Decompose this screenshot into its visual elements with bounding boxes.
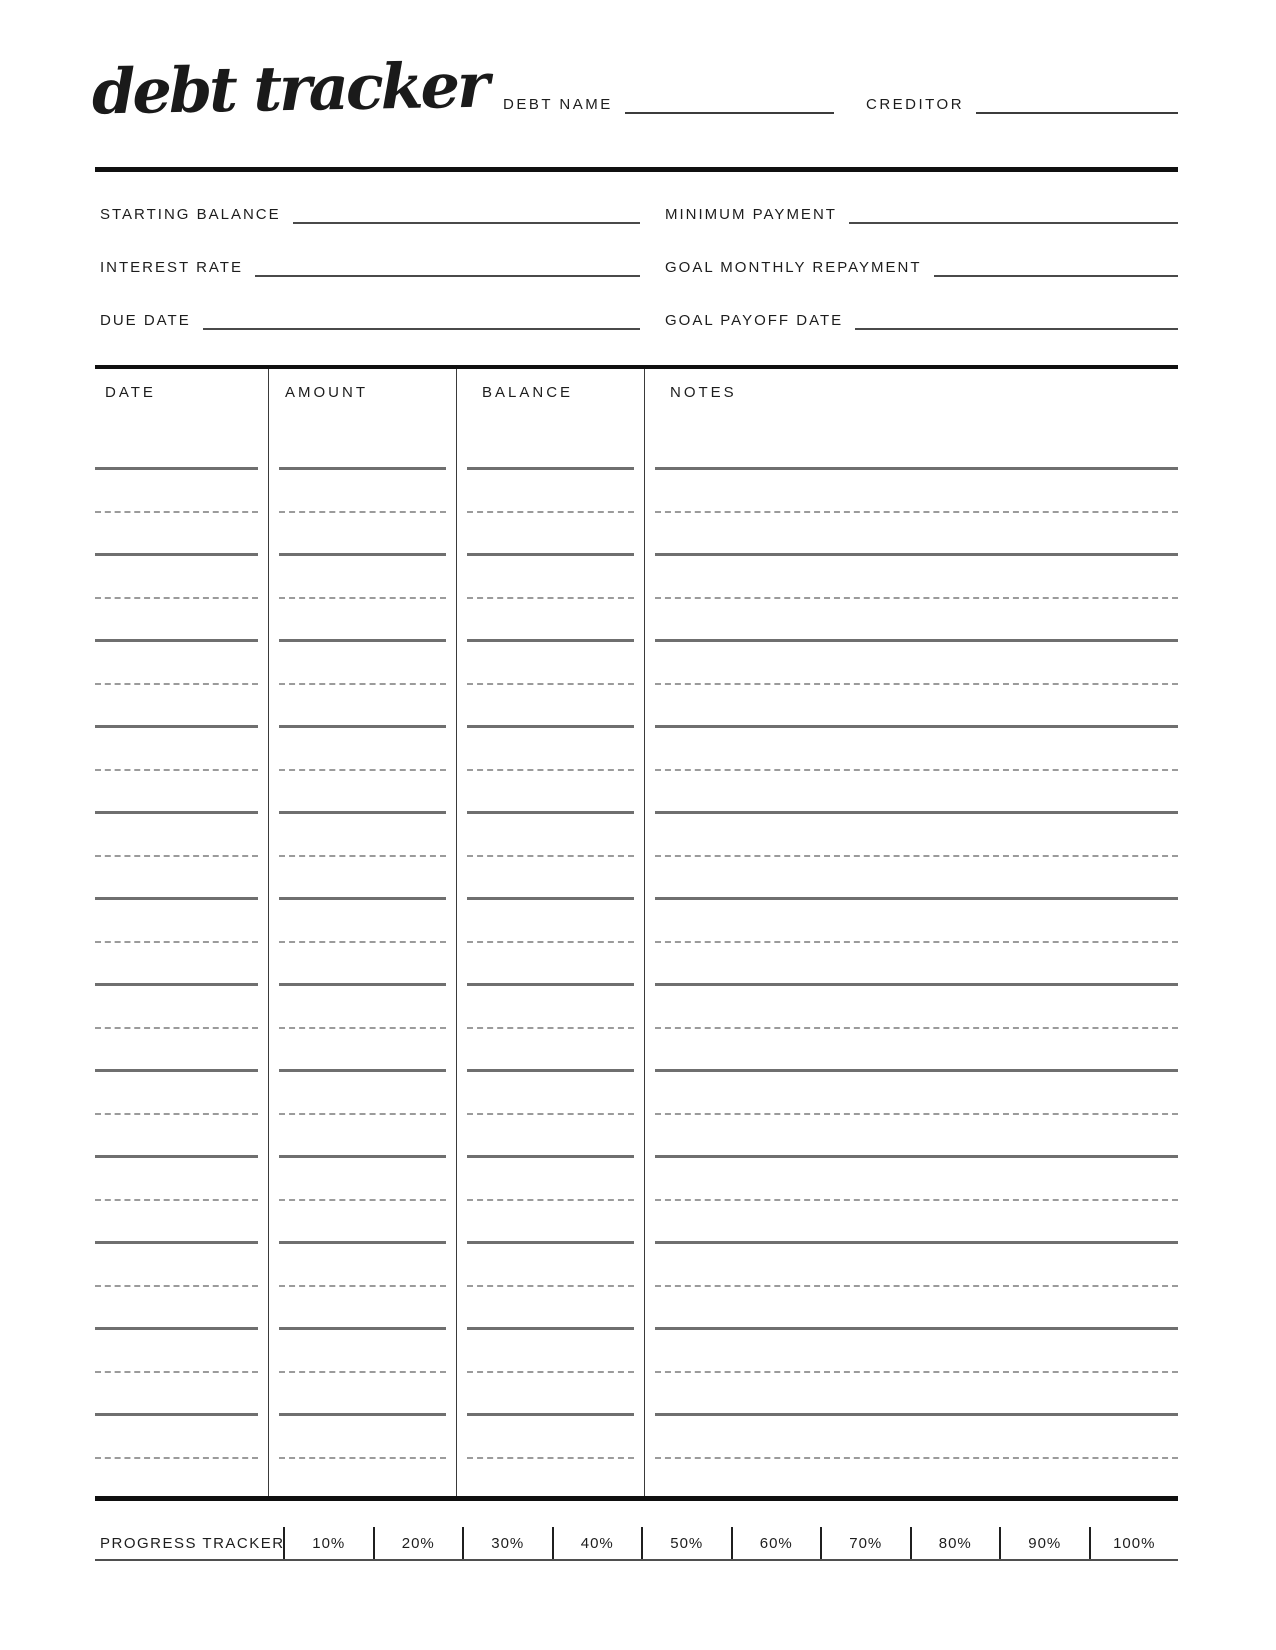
table-cell[interactable] xyxy=(645,900,1178,943)
table-cell[interactable] xyxy=(95,513,269,556)
debt-name-input[interactable] xyxy=(625,88,834,114)
page-title: debt tracker xyxy=(91,48,488,129)
table-cell[interactable] xyxy=(95,814,269,857)
table-cell[interactable] xyxy=(269,685,457,728)
goal-payoff-date-field xyxy=(665,306,1178,330)
table-cell[interactable] xyxy=(457,1287,645,1330)
progress-tracker-label: PROGRESS TRACKER xyxy=(100,1534,285,1552)
progress-step-80[interactable]: 80% xyxy=(910,1527,1000,1559)
table-cell[interactable] xyxy=(95,857,269,900)
table-cell[interactable] xyxy=(269,900,457,943)
table-cell[interactable] xyxy=(457,943,645,986)
table-cell[interactable] xyxy=(269,857,457,900)
column-header-date: DATE xyxy=(95,369,269,470)
table-cell[interactable] xyxy=(95,943,269,986)
table-cell[interactable] xyxy=(95,728,269,771)
progress-step-10[interactable]: 10% xyxy=(283,1527,373,1559)
column-header-amount: AMOUNT xyxy=(269,369,457,470)
table-cell[interactable] xyxy=(95,1373,269,1416)
table-cell[interactable] xyxy=(645,470,1178,513)
table-cell[interactable] xyxy=(645,857,1178,900)
starting-balance-label: STARTING BALANCE xyxy=(100,206,281,223)
table-cell[interactable] xyxy=(269,1244,457,1287)
table-cell[interactable] xyxy=(645,1330,1178,1373)
table-cell[interactable] xyxy=(457,900,645,943)
table-cell[interactable] xyxy=(95,642,269,685)
debt-name-label: DEBT NAME xyxy=(503,96,613,113)
table-cell[interactable] xyxy=(457,1330,645,1373)
table-cell[interactable] xyxy=(645,685,1178,728)
table-cell[interactable] xyxy=(95,1244,269,1287)
table-cell[interactable] xyxy=(95,1330,269,1373)
table-cell[interactable] xyxy=(645,814,1178,857)
table-cell[interactable] xyxy=(457,1244,645,1287)
table-cell[interactable] xyxy=(269,556,457,599)
goal-payoff-date-input[interactable] xyxy=(855,306,1178,330)
table-cell[interactable] xyxy=(95,1029,269,1072)
table-cell[interactable] xyxy=(645,599,1178,642)
table-cell[interactable] xyxy=(645,1244,1178,1287)
table-cell[interactable] xyxy=(95,1287,269,1330)
table-cell[interactable] xyxy=(457,1029,645,1072)
table-cell[interactable] xyxy=(269,470,457,513)
debt-table xyxy=(95,365,1178,1501)
table-cell[interactable] xyxy=(457,685,645,728)
table-cell[interactable] xyxy=(457,986,645,1029)
table-cell[interactable] xyxy=(95,470,269,513)
table-cell[interactable] xyxy=(645,642,1178,685)
goal-payoff-date-label: GOAL PAYOFF DATE xyxy=(665,312,844,329)
table-cell[interactable] xyxy=(457,1201,645,1244)
table-cell[interactable] xyxy=(645,1115,1178,1158)
table-cell[interactable] xyxy=(95,771,269,814)
table-cell[interactable] xyxy=(269,814,457,857)
table-cell[interactable] xyxy=(645,986,1178,1029)
table-cell[interactable] xyxy=(645,943,1178,986)
table-cell[interactable] xyxy=(645,556,1178,599)
table-cell[interactable] xyxy=(269,1416,457,1459)
minimum-payment-label: MINIMUM PAYMENT xyxy=(665,206,837,223)
table-cell[interactable] xyxy=(457,1416,645,1459)
table-cell[interactable] xyxy=(269,986,457,1029)
table-cell[interactable] xyxy=(269,771,457,814)
table-cell[interactable] xyxy=(269,1373,457,1416)
table-cell[interactable] xyxy=(269,1072,457,1115)
creditor-label: CREDITOR xyxy=(866,96,965,113)
table-cell[interactable] xyxy=(645,1029,1178,1072)
progress-step-100[interactable]: 100% xyxy=(1089,1527,1179,1559)
table-cell[interactable] xyxy=(95,599,269,642)
due-date-input[interactable] xyxy=(203,306,640,330)
table-filler-cell xyxy=(95,1459,269,1496)
table-cell[interactable] xyxy=(269,1115,457,1158)
table-cell[interactable] xyxy=(457,814,645,857)
table-cell[interactable] xyxy=(269,1287,457,1330)
minimum-payment-input[interactable] xyxy=(849,200,1178,224)
table-cell[interactable] xyxy=(457,728,645,771)
table-cell[interactable] xyxy=(457,1373,645,1416)
column-header-balance: BALANCE xyxy=(457,369,645,470)
goal-monthly-repayment-field xyxy=(665,253,1178,277)
interest-rate-input[interactable] xyxy=(255,253,640,277)
table-cell[interactable] xyxy=(269,1330,457,1373)
creditor-field xyxy=(866,88,1178,114)
progress-step-50[interactable]: 50% xyxy=(641,1527,731,1559)
table-cell[interactable] xyxy=(645,1373,1178,1416)
progress-step-30[interactable]: 30% xyxy=(462,1527,552,1559)
goal-monthly-repayment-label: GOAL MONTHLY REPAYMENT xyxy=(665,259,922,276)
starting-balance-input[interactable] xyxy=(293,200,640,224)
table-cell[interactable] xyxy=(269,1029,457,1072)
progress-step-60[interactable]: 60% xyxy=(731,1527,821,1559)
table-cell[interactable] xyxy=(457,470,645,513)
table-cell[interactable] xyxy=(269,599,457,642)
table-cell[interactable] xyxy=(457,513,645,556)
header-divider xyxy=(95,167,1178,172)
due-date-label: DUE DATE xyxy=(100,312,191,329)
debt-name-field xyxy=(503,88,834,114)
table-cell[interactable] xyxy=(645,1201,1178,1244)
table-cell[interactable] xyxy=(95,1115,269,1158)
table-cell[interactable] xyxy=(457,1072,645,1115)
table-cell[interactable] xyxy=(269,513,457,556)
table-cell[interactable] xyxy=(269,728,457,771)
progress-tracker xyxy=(95,1527,1178,1561)
table-cell[interactable] xyxy=(95,685,269,728)
progress-step-70[interactable]: 70% xyxy=(820,1527,910,1559)
table-cell[interactable] xyxy=(457,857,645,900)
table-cell[interactable] xyxy=(645,728,1178,771)
table-filler-cell xyxy=(457,1459,645,1496)
table-cell[interactable] xyxy=(457,642,645,685)
table-cell[interactable] xyxy=(645,1072,1178,1115)
table-cell[interactable] xyxy=(269,943,457,986)
progress-step-20[interactable]: 20% xyxy=(373,1527,463,1559)
interest-rate-label: INTEREST RATE xyxy=(100,259,243,276)
table-cell[interactable] xyxy=(95,1158,269,1201)
table-cell[interactable] xyxy=(645,1158,1178,1201)
table-filler-cell xyxy=(645,1459,1178,1496)
interest-rate-field xyxy=(100,253,640,277)
table-cell[interactable] xyxy=(269,1201,457,1244)
table-cell[interactable] xyxy=(95,1072,269,1115)
table-cell[interactable] xyxy=(95,986,269,1029)
table-cell[interactable] xyxy=(645,771,1178,814)
progress-step-40[interactable]: 40% xyxy=(552,1527,642,1559)
table-cell[interactable] xyxy=(457,599,645,642)
table-cell[interactable] xyxy=(95,1416,269,1459)
table-cell[interactable] xyxy=(95,900,269,943)
table-cell[interactable] xyxy=(645,1287,1178,1330)
goal-monthly-repayment-input[interactable] xyxy=(934,253,1178,277)
starting-balance-field xyxy=(100,200,640,224)
minimum-payment-field xyxy=(665,200,1178,224)
column-header-notes: NOTES xyxy=(645,369,1178,470)
table-cell[interactable] xyxy=(457,771,645,814)
table-cell[interactable] xyxy=(645,513,1178,556)
table-filler-cell xyxy=(269,1459,457,1496)
table-cell[interactable] xyxy=(457,1115,645,1158)
table-cell[interactable] xyxy=(95,556,269,599)
table-cell[interactable] xyxy=(95,1201,269,1244)
progress-step-90[interactable]: 90% xyxy=(999,1527,1089,1559)
table-cell[interactable] xyxy=(645,1416,1178,1459)
table-cell[interactable] xyxy=(457,1158,645,1201)
due-date-field xyxy=(100,306,640,330)
table-cell[interactable] xyxy=(269,1158,457,1201)
table-cell[interactable] xyxy=(457,556,645,599)
creditor-input[interactable] xyxy=(976,88,1178,114)
table-cell[interactable] xyxy=(269,642,457,685)
